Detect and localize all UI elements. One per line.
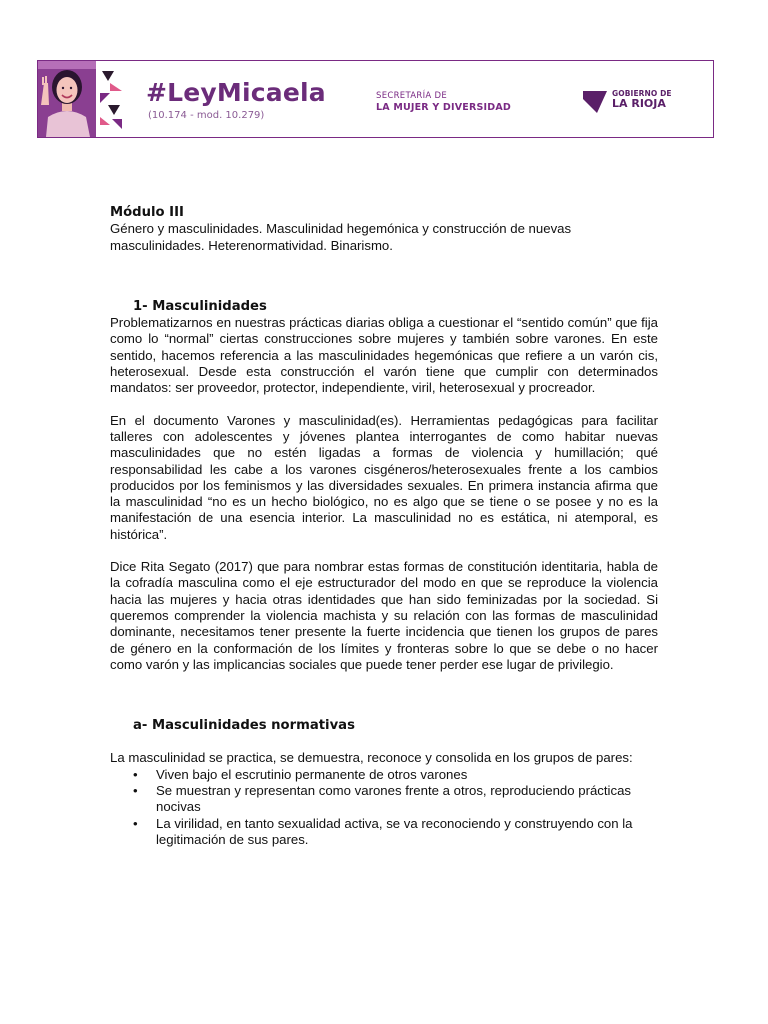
header-banner — [37, 60, 714, 138]
module-title: Módulo III — [110, 205, 184, 220]
bullet-list — [110, 767, 658, 848]
document-body — [110, 205, 658, 848]
gobierno-line2: LA RIOJA — [612, 97, 666, 110]
section-heading-masculinidades: 1- Masculinidades — [133, 298, 267, 314]
law-reference: (10.174 - mod. 10.279) — [148, 110, 265, 121]
paragraph: La masculinidad se practica, se demuestra, reconoce y consolida en los grupos de pares: — [110, 750, 633, 766]
secretaria-line1: SECRETARÍA DE — [376, 91, 448, 101]
section-heading-masculinidades-normativas: a- Masculinidades normativas — [133, 718, 355, 734]
module-subtitle: Género y masculinidades. Masculinidad hegemónica y construcción de nuevas masculinidades. Heterenormatividad. Binarismo. — [110, 221, 572, 253]
paragraph: Problematizarnos en nuestras prácticas diarias obliga a cuestionar el “sentido común” que fija como lo “normal” ciertas construcciones sobre mujeres y también sobre varones. En este sentido, hacemos referencia a las masculinidades hegemónicas que refiere a un varón cis, heterosexual. Desde esta construcción el varón tiene que cumplir con determinados mandatos: ser proveedor, protector, independiente, viril, heterosexual y procreador. — [110, 315, 658, 396]
gobierno-flag-icon — [583, 91, 607, 113]
secretaria-logo — [376, 91, 511, 113]
paragraph: En el documento Varones y masculinidad(es). Herramientas pedagógicas para facilitar talleres con adolescentes y jóvenes plantea interrogantes de como habitar nuevas masculinidades que no estén ligadas a formas de violencia y humillación; qué responsabilidad les cabe a los varones cisgéneros/heterosexuales frente a los cambios producidos por los feminismos y las diversidades sexuales. En primera instancia afirma que la masculinidad “no es un hecho biológico, no es algo que se tiene o se posee y no es la manifestación de una esencia interior. La masculinidad no es estática, ni atemporal, es histórica”. — [110, 412, 658, 542]
list-item: • Se muestran y representan como varones frente a otros, reproduciendo prácticas nocivas — [156, 783, 658, 816]
decorative-triangles-icon — [98, 69, 124, 131]
gobierno-line1: GOBIERNO DE — [612, 89, 672, 98]
campaign-hashtag: #LeyMicaela — [146, 78, 326, 107]
campaign-portrait-image — [38, 61, 96, 137]
list-item: • Viven bajo el escrutinio permanente de otros varones — [156, 767, 658, 783]
gobierno-logo — [583, 89, 683, 117]
list-item: • La virilidad, en tanto sexualidad activa, se va reconociendo y construyendo con la legitimación de sus pares. — [156, 816, 658, 849]
secretaria-line2: LA MUJER Y DIVERSIDAD — [376, 102, 511, 113]
paragraph: Dice Rita Segato (2017) que para nombrar estas formas de constitución identitaria, habla de la cofradía masculina como el eje estructurador del modo en que se reproduce la violencia hacia las mujeres y hacia otras identidades que han sido feminizadas por la sociedad. Si queremos comprender la violencia machista y su relación con las formas de masculinidad dominante, necesitamos tener presente la fuerte incidencia que tienen los grupos de pares de género en la conformación de los límites y fronteras sobre lo que se debe o no hacer como varón y las implicancias sociales que puede tener perder ese lugar de privilegio. — [110, 559, 658, 672]
